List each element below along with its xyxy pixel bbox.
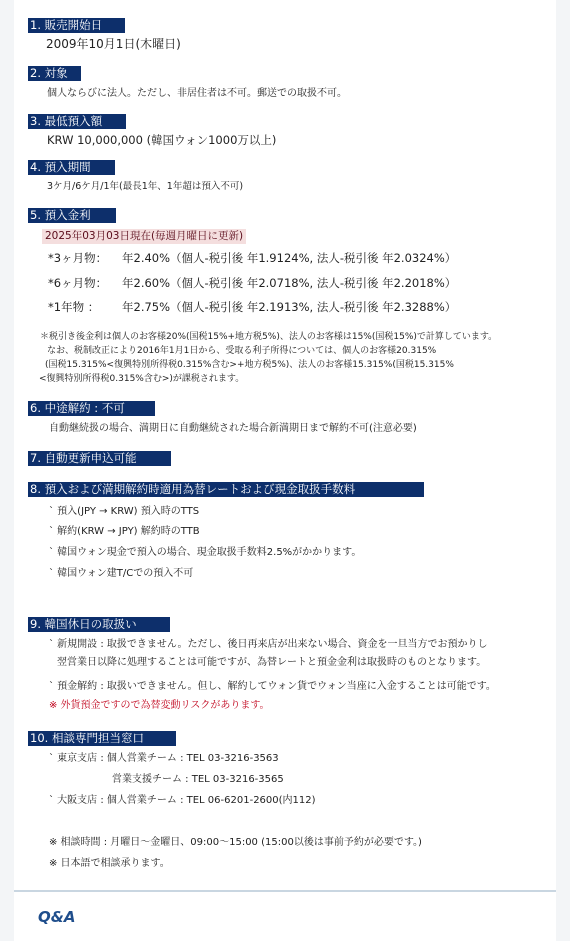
heading-interest-rate: 5. 預入金利: [28, 208, 116, 223]
qa-title: Q&A: [38, 908, 76, 926]
holiday-new-deposit-1: ` 新規開設 : 取扱できません。ただし、後日再来店が出来ない場合、資金を一旦当方でお預かりし: [49, 639, 488, 650]
rate-value-1y: 年2.75%（個人-税引後 年2.1913%, 法人-税引後 年2.3288%）: [122, 300, 457, 314]
heading-minimum-deposit: 3. 最低預入額: [28, 114, 126, 129]
exchange-item-deposit: ` 預入(JPY → KRW) 預入時のTTS: [49, 506, 200, 517]
qa-area: [14, 892, 556, 941]
heading-korean-holidays: 9. 韓国休日の取扱い: [28, 617, 170, 632]
holiday-cancel: ` 預金解約 : 取扱いできません。但し、解約してウォン貨でウォン当座に入金することは可能です。: [49, 681, 496, 692]
tokyo-personal-team: ` 東京支店 : 個人営業チーム : TEL 03-3216-3563: [49, 753, 279, 764]
tax-note-1: ＊税引き後金利は個人のお客様20%(国税15%+地方税5%)、法人のお客様は15%(国税15%)で計算しています。: [40, 332, 498, 342]
heading-exchange-rate: 8. 預入および満期解約時適用為替レートおよび現金取扱手数料: [28, 482, 424, 497]
heading-consultation: 10. 相談専門担当窓口: [28, 731, 176, 746]
holiday-new-deposit-2: 翌営業日以降に処理することは可能ですが、為替レートと預金金利は取扱時のものとなります。: [57, 657, 487, 668]
heading-sale-start: 1. 販売開始日: [28, 18, 125, 33]
heading-early-cancellation: 6. 中途解約 : 不可: [28, 401, 155, 416]
rate-value-3m: 年2.40%（個人-税引後 年1.9124%, 法人-税引後 年2.0324%）: [122, 251, 457, 265]
japanese-support-note: ※ 日本語で相談承ります。: [49, 858, 170, 869]
tokyo-support-team: 営業支援チーム : TEL 03-3216-3565: [112, 774, 284, 785]
heading-deposit-period: 4. 預入期間: [28, 160, 115, 175]
heading-target: 2. 対象: [28, 66, 81, 81]
tax-note-3: (国税15.315%<復興特別所得税0.315%含む>+地方税5%)、法人のお客様15.315%(国税15.315%: [45, 360, 454, 370]
target-text: 個人ならびに法人。ただし、非居住者は不可。郵送での取扱不可。: [47, 88, 347, 99]
exchange-item-cash-fee: ` 韓国ウォン現金で預入の場合、現金取扱手数料2.5%がかかります。: [49, 547, 362, 558]
rate-date-badge: 2025年03月03日現在(毎週月曜日に更新): [42, 229, 246, 244]
consultation-hours: ※ 相談時間 : 月曜日～金曜日、09:00～15:00 (15:00以後は事前予約が必要です。): [49, 837, 422, 848]
tax-note-4: <復興特別所得税0.315%含む>)が課税されます。: [39, 374, 245, 384]
heading-auto-renewal: 7. 自動更新申込可能: [28, 451, 171, 466]
exchange-item-cancel: ` 解約(KRW → JPY) 解約時のTTB: [49, 526, 200, 537]
rate-term-3m: *3ヶ月物：: [48, 251, 108, 265]
osaka-personal-team: ` 大阪支店 : 個人営業チーム : TEL 06-6201-2600(内112): [49, 795, 316, 806]
rate-term-6m: *6ヶ月物：: [48, 276, 108, 290]
exchange-item-tc: ` 韓国ウォン建T/Cでの預入不可: [49, 568, 194, 579]
early-cancellation-text: 自動継続扱の場合、満期日に自動継続された場合新満期日まで解約不可(注意必要): [49, 423, 417, 434]
rate-term-1y: *1年物 ：: [48, 300, 100, 314]
tax-note-2: なお、税制改正により2016年1月1日から、受取る利子所得については、個人のお客様20.315%: [47, 346, 437, 356]
sale-start-date: 2009年10月1日(木曜日): [46, 37, 181, 51]
deposit-period-text: 3ケ月/6ケ月/1年(最長1年、1年超は預入不可): [47, 181, 244, 192]
fx-risk-warning: ※ 外貨預金ですので為替変動リスクがあります。: [49, 700, 270, 711]
minimum-deposit-text: KRW 10,000,000 (韓国ウォン1000万以上): [47, 133, 277, 147]
rate-value-6m: 年2.60%（個人-税引後 年2.0718%, 法人-税引後 年2.2018%）: [122, 276, 457, 290]
